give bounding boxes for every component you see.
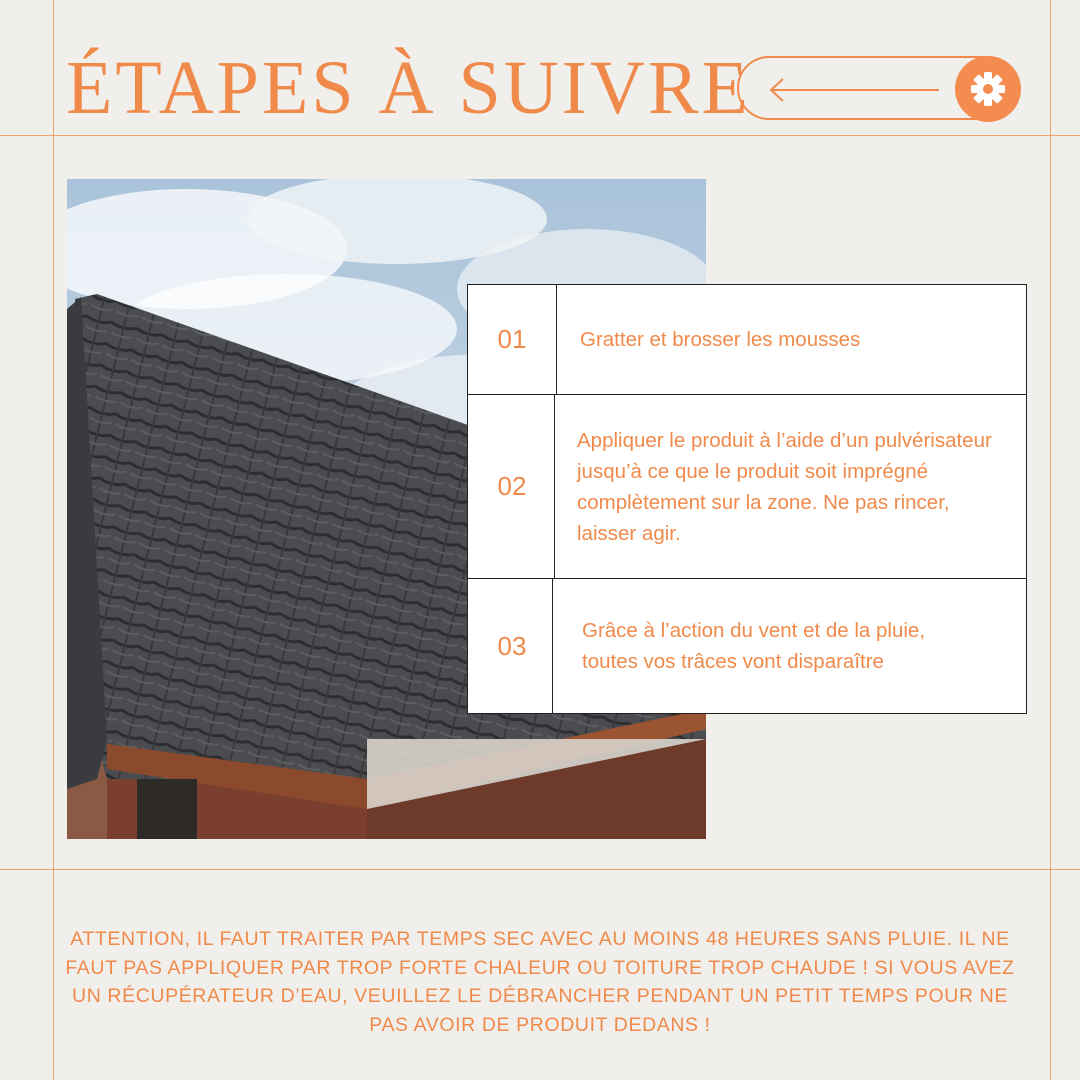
step-text: Gratter et brosser les mousses (580, 328, 861, 351)
warning-text: ATTENTION, IL FAUT TRAITER PAR TEMPS SEC AVEC AU MOINS 48 HEURES SANS PLUIE. IL NE FAUT PAS APPLIQUER PAR TROP FORTE CHALEUR OU TOITURE TROP CHAUDE ! SI VOUS AVEZ UN RÉCUPÉRATEUR D’EAU, VEUILLEZ LE DÉBRANCHER PENDANT UN PETIT TEMPS POUR NE PAS AVOIR DE PRODUIT DEDANS ! (65, 928, 1015, 1036)
gear-icon (968, 69, 1008, 109)
arrow-left-icon (767, 76, 943, 104)
step-row (468, 579, 1026, 713)
page-title: ÉTAPES À SUIVRE (66, 46, 751, 130)
settings-button[interactable] (955, 56, 1021, 122)
step-row (468, 285, 1026, 395)
step-number: 03 (497, 630, 527, 661)
step-row (468, 395, 1026, 579)
frame-line-top (0, 135, 1080, 136)
step-text: Appliquer le produit à l’aide d’un pulvérisateur jusqu’à ce que le produit soit imprégné complètement sur la zone. Ne pas rincer, laisser agir. (577, 428, 992, 545)
step-text: Grâce à l’action du vent et de la pluie, toutes vos trâces vont disparaître (582, 619, 926, 673)
steps-table (467, 284, 1027, 714)
step-number: 02 (497, 471, 527, 501)
frame-line-bottom (0, 869, 1080, 870)
frame-line-right (1050, 0, 1051, 1080)
step-number: 01 (497, 324, 527, 354)
frame-line-left (53, 0, 54, 1080)
